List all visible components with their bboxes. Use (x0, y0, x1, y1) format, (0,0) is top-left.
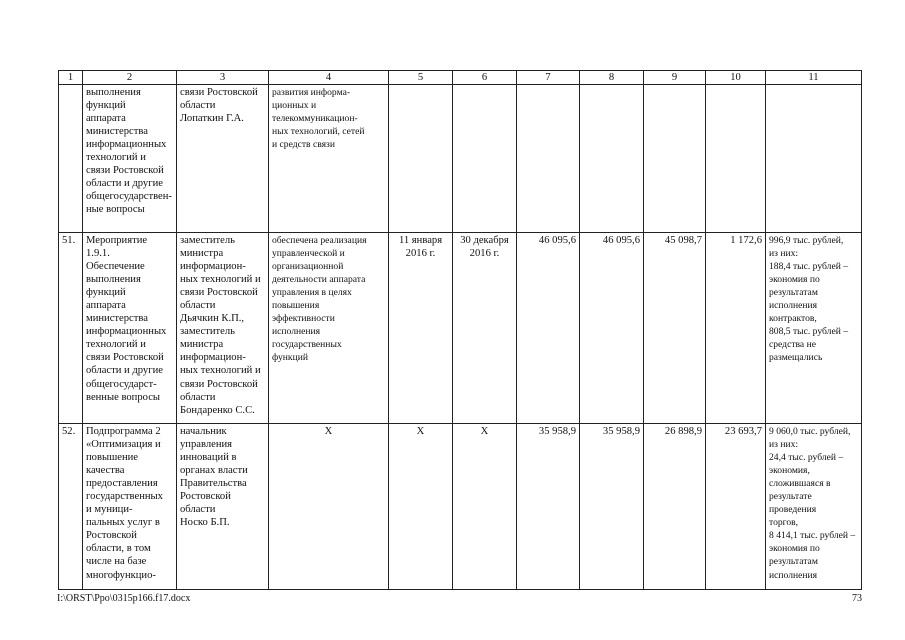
column-number: 6 (453, 71, 517, 85)
column-number: 11 (766, 71, 862, 85)
amount-cell (706, 85, 766, 233)
note-cell (766, 85, 862, 233)
activity-name-cell: Мероприятие 1.9.1. Обеспечение выполнения функций аппарата министерства информационных технологий и связи Ростовской области и другие общегосударст- венные вопросы (83, 233, 177, 424)
amount-cell (580, 85, 644, 233)
column-number: 3 (177, 71, 269, 85)
result-cell: Х (269, 424, 389, 590)
end-date-cell: Х (453, 424, 517, 590)
activity-name-cell: выполнения функций аппарата министерства информационных технологий и связи Ростовской области и другие общегосударствен- ные вопросы (83, 85, 177, 233)
note-cell: 996,9 тыс. рублей, из них: 188,4 тыс. рублей – экономия по результатам исполнения контрактов, 808,5 тыс. рублей – средства не размещались (766, 233, 862, 424)
amount-cell: 35 958,9 (580, 424, 644, 590)
column-number: 8 (580, 71, 644, 85)
row-number: 52. (59, 424, 83, 590)
column-number: 7 (517, 71, 580, 85)
note-cell: 9 060,0 тыс. рублей, из них: 24,4 тыс. рублей – экономия, сложившаяся в результате проведения торгов, 8 414,1 тыс. рублей – экономия по результатам исполнения (766, 424, 862, 590)
table-row (59, 233, 862, 424)
file-path: I:\ORST\Ppo\0315p166.f17.docx (57, 593, 191, 604)
column-number-row (59, 71, 862, 85)
start-date-cell (389, 85, 453, 233)
amount-cell: 35 958,9 (517, 424, 580, 590)
responsible-cell: связи Ростовской области Лопаткин Г.А. (177, 85, 269, 233)
column-number: 10 (706, 71, 766, 85)
table-row (59, 85, 862, 233)
activity-name-cell: Подпрограмма 2 «Оптимизация и повышение качества предоставления государственных и муници- пальных услуг в Ростовской области, в том числе на базе многофункцио- (83, 424, 177, 590)
amount-cell: 1 172,6 (706, 233, 766, 424)
amount-cell (644, 85, 706, 233)
end-date-cell (453, 85, 517, 233)
row-number (59, 85, 83, 233)
amount-cell (517, 85, 580, 233)
amount-cell: 46 095,6 (580, 233, 644, 424)
column-number: 1 (59, 71, 83, 85)
page-number: 73 (852, 593, 862, 604)
column-number: 5 (389, 71, 453, 85)
table-row (59, 424, 862, 590)
start-date-cell: Х (389, 424, 453, 590)
report-table (58, 70, 862, 590)
amount-cell: 26 898,9 (644, 424, 706, 590)
result-cell: развития информа- ционных и телекоммуникацион- ных технологий, сетей и средств связи (269, 85, 389, 233)
column-number: 9 (644, 71, 706, 85)
responsible-cell: начальник управления инноваций в органах власти Правительства Ростовской области Носко Б.П. (177, 424, 269, 590)
row-number: 51. (59, 233, 83, 424)
result-cell: обеспечена реализация управленческой и организационной деятельности аппарата управления в целях повышения эффективности исполнения государственных функций (269, 233, 389, 424)
amount-cell: 45 098,7 (644, 233, 706, 424)
amount-cell: 46 095,6 (517, 233, 580, 424)
responsible-cell: заместитель министра информацион- ных технологий и связи Ростовской области Дьячкин К.П., заместитель министра информацион- ных технологий и связи Ростовской области Бондаренко С.С. (177, 233, 269, 424)
end-date-cell: 30 декабря 2016 г. (453, 233, 517, 424)
column-number: 2 (83, 71, 177, 85)
amount-cell: 23 693,7 (706, 424, 766, 590)
column-number: 4 (269, 71, 389, 85)
start-date-cell: 11 января 2016 г. (389, 233, 453, 424)
